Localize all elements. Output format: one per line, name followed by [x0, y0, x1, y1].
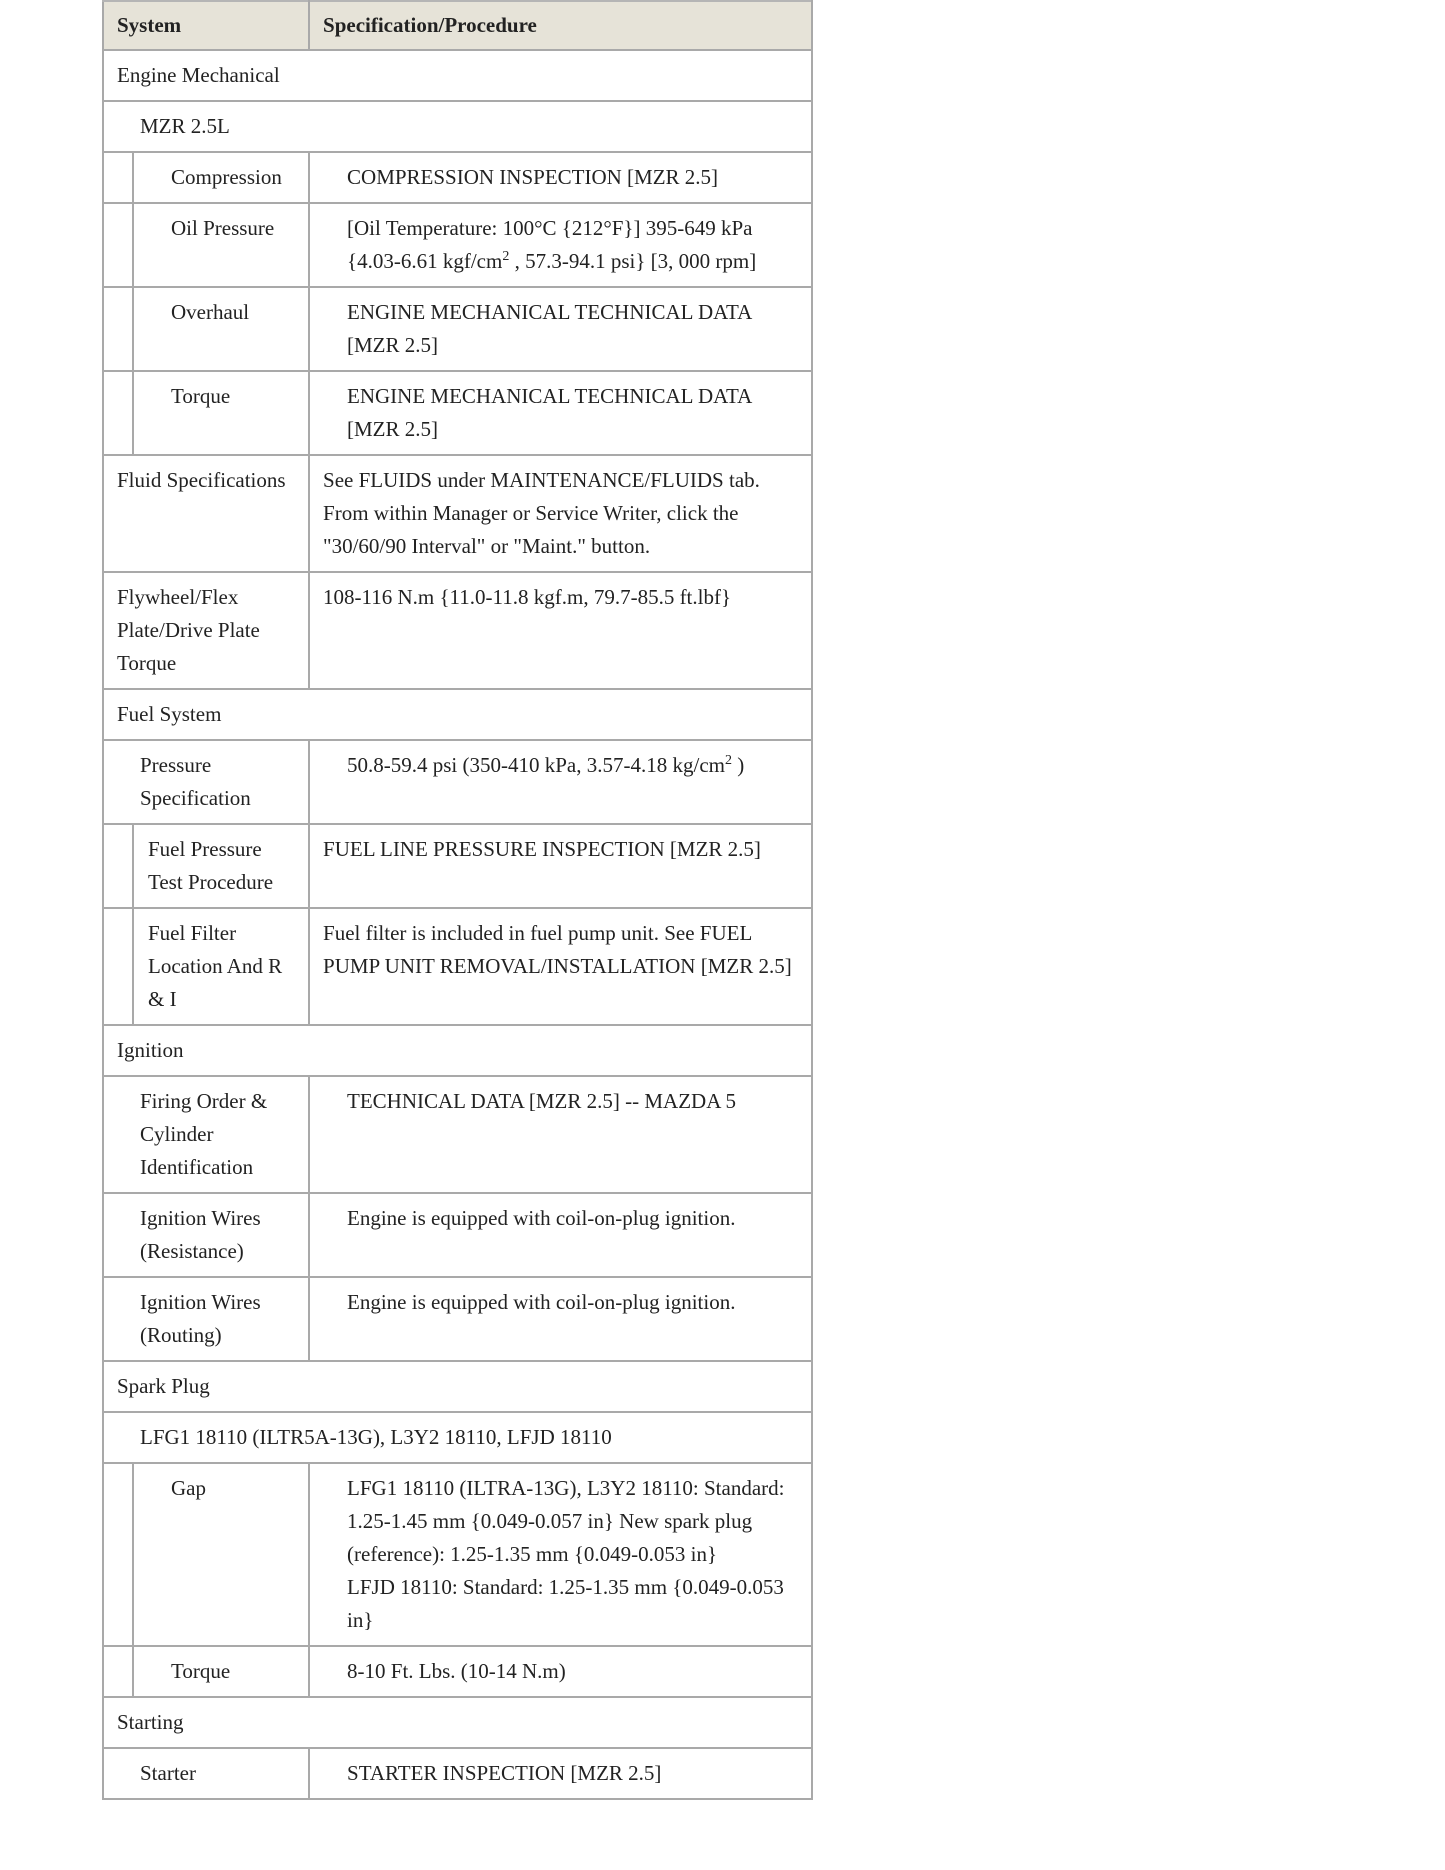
table-row [103, 455, 812, 572]
row-value: FUEL LINE PRESSURE INSPECTION [MZR 2.5] [309, 824, 812, 908]
row-value: COMPRESSION INSPECTION [MZR 2.5] [309, 152, 812, 203]
row-value: ENGINE MECHANICAL TECHNICAL DATA [MZR 2.5] [309, 371, 812, 455]
row-label: Fuel Pressure Test Procedure [133, 824, 309, 908]
row-label: Torque [133, 1646, 309, 1697]
table-row [103, 824, 812, 908]
row-label: Firing Order & Cylinder Identification [103, 1076, 309, 1193]
section-ignition: Ignition [103, 1025, 812, 1076]
row-label: Oil Pressure [133, 203, 309, 287]
superscript: 2 [502, 249, 510, 264]
table-row [103, 1646, 812, 1697]
indent-cell [103, 1463, 133, 1646]
spec-table [102, 0, 813, 1800]
header-spec: Specification/Procedure [309, 1, 812, 50]
table-row [103, 1463, 812, 1646]
row-value: Engine is equipped with coil-on-plug ignition. [309, 1193, 812, 1277]
table-row [103, 203, 812, 287]
row-label: Flywheel/Flex Plate/Drive Plate Torque [103, 572, 309, 689]
table-row [103, 1193, 812, 1277]
header-system: System [103, 1, 309, 50]
row-value [309, 1463, 812, 1646]
pressure-spec-b: ) [732, 753, 745, 777]
row-label: Gap [133, 1463, 309, 1646]
table-row [103, 1076, 812, 1193]
section-row [103, 689, 812, 740]
section-engine-mechanical: Engine Mechanical [103, 50, 812, 101]
row-label: Torque [133, 371, 309, 455]
subsection-mzr: MZR 2.5L [103, 101, 812, 152]
gap-paragraph-2: LFJD 18110: Standard: 1.25-1.35 mm {0.049-0.053 in} [347, 1575, 784, 1632]
section-fuel-system: Fuel System [103, 689, 812, 740]
row-label: Compression [133, 152, 309, 203]
row-value: STARTER INSPECTION [MZR 2.5] [309, 1748, 812, 1799]
row-value [309, 203, 812, 287]
indent-cell [103, 824, 133, 908]
indent-cell [103, 908, 133, 1025]
row-value: TECHNICAL DATA [MZR 2.5] -- MAZDA 5 [309, 1076, 812, 1193]
table-row [103, 1277, 812, 1361]
row-label: Starter [103, 1748, 309, 1799]
subsection-row [103, 1412, 812, 1463]
table-header-row [103, 1, 812, 50]
row-value [309, 740, 812, 824]
row-value: Engine is equipped with coil-on-plug ignition. [309, 1277, 812, 1361]
indent-cell [103, 371, 133, 455]
table-row [103, 152, 812, 203]
row-label: Ignition Wires (Resistance) [103, 1193, 309, 1277]
row-label: Fluid Specifications [103, 455, 309, 572]
oil-pressure-line2a: {4.03-6.61 kgf/cm [347, 249, 503, 273]
row-value: ENGINE MECHANICAL TECHNICAL DATA [MZR 2.5] [309, 287, 812, 371]
row-value: Fuel filter is included in fuel pump unit. See FUEL PUMP UNIT REMOVAL/INSTALLATION [MZR 2.5] [309, 908, 812, 1025]
section-row [103, 1697, 812, 1748]
row-value: See FLUIDS under MAINTENANCE/FLUIDS tab. From within Manager or Service Writer, click the "30/60/90 Interval" or "Maint." button. [309, 455, 812, 572]
subsection-row [103, 101, 812, 152]
oil-pressure-line2b: , 57.3-94.1 psi} [3, 000 rpm] [509, 249, 757, 273]
oil-pressure-line1: [Oil Temperature: 100°C {212°F}] 395-649 kPa [347, 216, 753, 240]
row-label: Ignition Wires (Routing) [103, 1277, 309, 1361]
indent-cell [103, 1646, 133, 1697]
gap-paragraph-1: LFG1 18110 (ILTRA-13G), L3Y2 18110: Standard: 1.25-1.45 mm {0.049-0.057 in} New spark plug (reference): 1.25-1.35 mm {0.049-0.053 in} [347, 1476, 785, 1566]
row-label: Pressure Specification [103, 740, 309, 824]
section-spark-plug: Spark Plug [103, 1361, 812, 1412]
indent-cell [103, 203, 133, 287]
table-row [103, 908, 812, 1025]
table-row [103, 740, 812, 824]
table-row [103, 1748, 812, 1799]
indent-cell [103, 287, 133, 371]
table-row [103, 371, 812, 455]
row-value: 108-116 N.m {11.0-11.8 kgf.m, 79.7-85.5 ft.lbf} [309, 572, 812, 689]
row-label: Overhaul [133, 287, 309, 371]
superscript: 2 [725, 753, 732, 768]
section-row [103, 1361, 812, 1412]
row-label: Fuel Filter Location And R & I [133, 908, 309, 1025]
spark-plug-part-numbers: LFG1 18110 (ILTR5A-13G), L3Y2 18110, LFJD 18110 [103, 1412, 812, 1463]
section-starting: Starting [103, 1697, 812, 1748]
pressure-spec-a: 50.8-59.4 psi (350-410 kPa, 3.57-4.18 kg/cm [347, 753, 725, 777]
indent-cell [103, 152, 133, 203]
section-row [103, 50, 812, 101]
table-row [103, 572, 812, 689]
section-row [103, 1025, 812, 1076]
table-row [103, 287, 812, 371]
row-value: 8-10 Ft. Lbs. (10-14 N.m) [309, 1646, 812, 1697]
